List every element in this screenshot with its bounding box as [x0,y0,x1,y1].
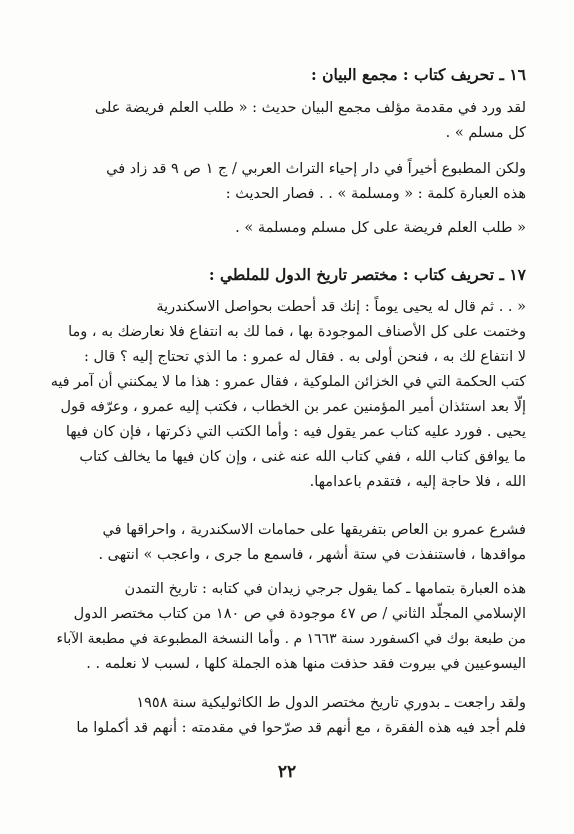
heading-text: ١٦ ـ تحريف كتاب : مجمع البيان : [310,65,526,84]
section-16-paragraph-2 [50,157,526,207]
text-line: « . . ثم قال له يحيى يوماً : إنك قد أحطت بحواصل الاسكندرية [156,299,526,315]
text-line: كتب الحكمة التي في الخزائن الملوكية ، فقال عمرو : هذا ما لا يمكنني أن آمر فيه [50,374,526,390]
section-16-heading [50,62,526,87]
text-line: وختمت على كل الأصناف الموجودة بها ، فما لك به انتفاع فلا نعارضك به ، وما [68,324,526,340]
section-17-paragraph-2 [50,518,526,568]
text-line: ولقد راجعت ـ بدوري تاريخ مختصر الدول ط الكاثوليكية سنة ١٩٥٨ [136,695,526,711]
section-17-paragraph-3 [50,577,526,677]
section-17-quote [50,295,526,495]
section-17-paragraph-4 [50,691,526,741]
text-line: كل مسلم » . [445,125,526,141]
text-line: فشرع عمرو بن العاص بتفريقها على حمامات الاسكندرية ، واحراقها في [102,522,526,538]
section-16-paragraph-1 [50,96,526,146]
text-line: هذه العبارة بتمامها ـ كما يقول جرجي زيدان في كتابه : تاريخ التمدن [124,581,526,597]
text-line: « طلب العلم فريضة على كل مسلم ومسلمة » . [235,220,526,236]
text-line: يحيى . فورد عليه كتاب عمر يقول فيه : وأما الكتب التي ذكرتها ، فإن كان فيها [65,424,526,440]
text-line: فلم أجد فيه هذه الفقرة ، مع أنهم قد صرّحوا في مقدمته : أنهم قد أكملوا ما [76,720,526,736]
text-line: الإسلامي المجلّد الثاني / ص ٤٧ موجودة في ص ١٨٠ من كتاب مختصر الدول [73,606,526,622]
text-line: ما يوافق كتاب الله ، ففي كتاب الله عنه غنى ، وإن كان فيها ما يخالف كتاب [79,449,526,465]
text-line: هذه العبارة كلمة : « ومسلمة » . . فصار الحديث : [225,186,526,202]
text-line: مواقدها ، فاستنفذت في ستة أشهر ، فاسمع ما جرى ، واعجب » انتهى . [98,547,526,563]
heading-text: ١٧ ـ تحريف كتاب : مختصر تاريخ الدول للملطي : [208,265,526,284]
page-number: ٢٢ [277,762,297,782]
text-line: من طبعة بوك في اكسفورد سنة ١٦٦٣ م . وأما النسخة المطبوعة في مطبعة الآباء [56,631,526,647]
text-line: الله ، فلا حاجة إليه ، فتقدم باعدامها. [309,474,526,490]
text-line: لقد ورد في مقدمة مؤلف مجمع البيان حديث : « طلب العلم فريضة على [94,100,526,116]
section-16-paragraph-3 [50,216,526,241]
text-line: ولكن المطبوع أخيراً في دار إحياء التراث العربي / ج ١ ص ٩ قد زاد في [106,161,526,177]
section-17-heading [50,262,526,287]
text-line: اليسوعيين في بيروت فقد حذفت منها هذه الجملة كلها ، لسبب لا نعلمه . . [86,656,526,672]
text-line: لا انتفاع لك به ، فنحن أولى به . فقال له عمرو : ما الذي تحتاج إليه ؟ قال : [83,349,526,365]
text-line: إلّا بعد استئذان أمير المؤمنين عمر بن الخطاب ، فكتب إليه عمرو ، وعرّفه قول [60,399,526,415]
